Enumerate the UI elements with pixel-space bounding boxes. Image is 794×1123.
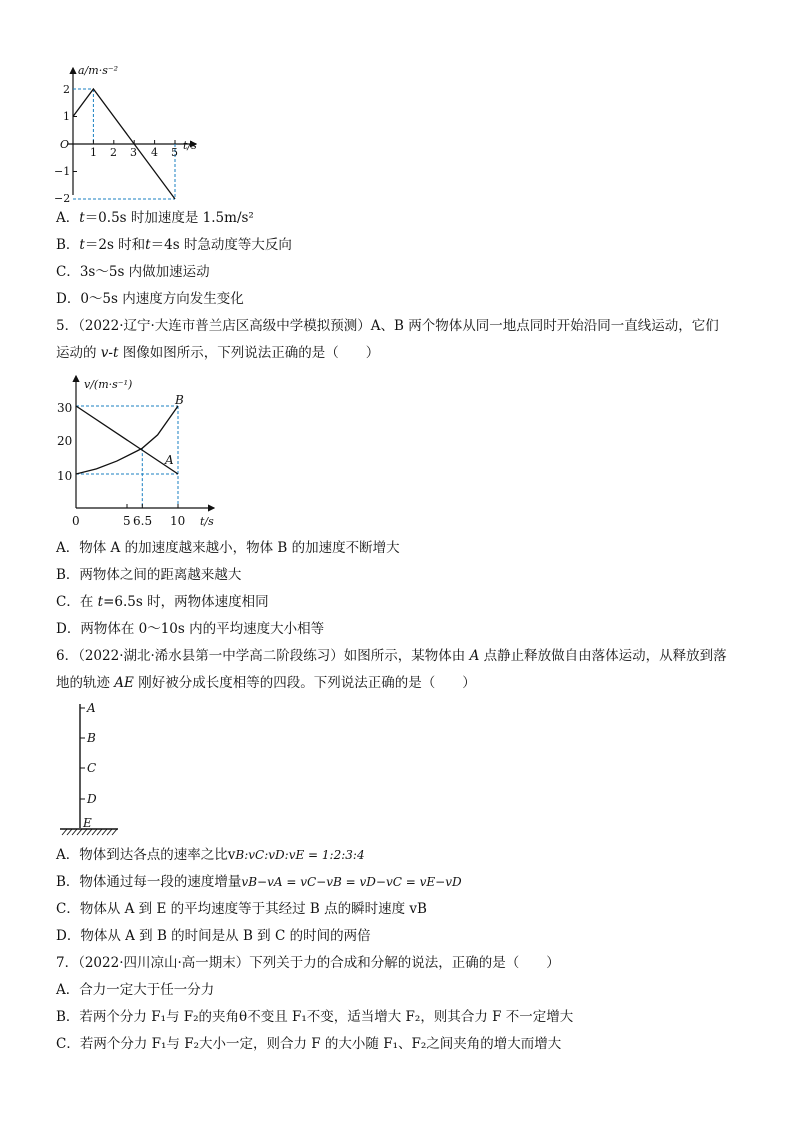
q5-stem-line2: 运动的 v-t 图像如图所示，下列说法正确的是（ ） [56, 345, 380, 361]
series-a [76, 406, 178, 474]
x-tick: 6.5 [133, 514, 153, 528]
y-tick: 10 [57, 469, 73, 483]
q5-option-b: B．两物体之间的距离越来越大 [56, 567, 242, 583]
point-e: E [83, 816, 92, 830]
x-axis-label: t/s [183, 139, 197, 152]
q4-option-c: C．3s～5s 内做加速运动 [56, 264, 210, 280]
y-axis-label: a/m·s⁻² [78, 64, 119, 77]
q6-stem-line2: 地的轨迹 AE 刚好被分成长度相等的四段。下列说法正确的是（ ） [56, 675, 476, 691]
y-tick: −2 [54, 192, 71, 205]
x-tick: 3 [130, 146, 137, 159]
q4-option-b: B．t＝2s 时和t＝4s 时急动度等大反向 [56, 237, 292, 253]
y-tick: −1 [54, 165, 71, 178]
x-axis-label: t/s [200, 515, 214, 528]
q7-option-c: C．若两个分力 F₁与 F₂大小一定，则合力 F 的大小随 F₁、F₂之间夹角的增大而增大 [56, 1036, 562, 1052]
point-d: D [87, 792, 97, 806]
point-b: B [87, 731, 96, 745]
y-axis-label: v/(m·s⁻¹) [84, 378, 133, 391]
x-tick: 2 [110, 146, 117, 159]
origin-label: 0 [72, 514, 80, 528]
point-a: A [87, 701, 96, 715]
q7-option-a: A．合力一定大于任一分力 [56, 982, 215, 998]
q5-option-c: C．在 t=6.5s 时，两物体速度相同 [56, 594, 269, 610]
q5-option-d: D．两物体在 0～10s 内的平均速度大小相等 [56, 621, 325, 637]
accel-time-graph [54, 60, 216, 205]
q6-option-b: B．物体通过每一段的速度增量vB−vA = vC−vB = vD−vC = vE−vD [56, 874, 462, 890]
q7-option-b: B．若两个分力 F₁与 F₂的夹角θ不变且 F₁不变，适当增大 F₂，则其合力 F 不一定增大 [56, 1009, 574, 1025]
y-tick: 30 [57, 401, 73, 415]
curve-a-label: A [165, 453, 174, 467]
x-tick: 1 [90, 146, 97, 159]
curve-b-label: B [175, 393, 184, 407]
q6-option-c: C．物体从 A 到 E 的平均速度等于其经过 B 点的瞬时速度 vB [56, 901, 427, 917]
q5-option-a: A．物体 A 的加速度越来越小，物体 B 的加速度不断增大 [56, 540, 400, 556]
q6-option-d: D．物体从 A 到 B 的时间是从 B 到 C 的时间的两倍 [56, 928, 371, 944]
vt-graph [56, 372, 226, 532]
q6-option-a: A．物体到达各点的速率之比vB:vC:vD:vE = 1:2:3:4 [56, 847, 365, 863]
x-tick: 5 [123, 514, 131, 528]
origin-label: O [60, 138, 70, 151]
free-fall-figure [56, 700, 136, 840]
y-tick: 1 [63, 110, 70, 123]
q4-option-d: D．0～5s 内速度方向发生变化 [56, 291, 244, 307]
q7-stem: 7．（2022·四川凉山·高一期末）下列关于力的合成和分解的说法，正确的是（ ） [56, 955, 560, 971]
point-c: C [87, 761, 97, 775]
q4-option-a: A．t＝0.5s 时加速度是 1.5m/s² [56, 210, 254, 226]
x-tick: 5 [171, 146, 178, 159]
x-tick: 10 [170, 514, 186, 528]
q6-stem-line1: 6．（2022·湖北·浠水县第一中学高二阶段练习）如图所示，某物体由 A 点静止释放做自由落体运动，从释放到落 [56, 648, 727, 664]
y-tick: 2 [63, 83, 70, 96]
x-tick: 4 [151, 146, 158, 159]
q5-stem-line1: 5．（2022·辽宁·大连市普兰店区高级中学模拟预测）A、B 两个物体从同一地点同时开始沿同一直线运动，它们 [56, 318, 719, 334]
y-tick: 20 [57, 434, 73, 448]
